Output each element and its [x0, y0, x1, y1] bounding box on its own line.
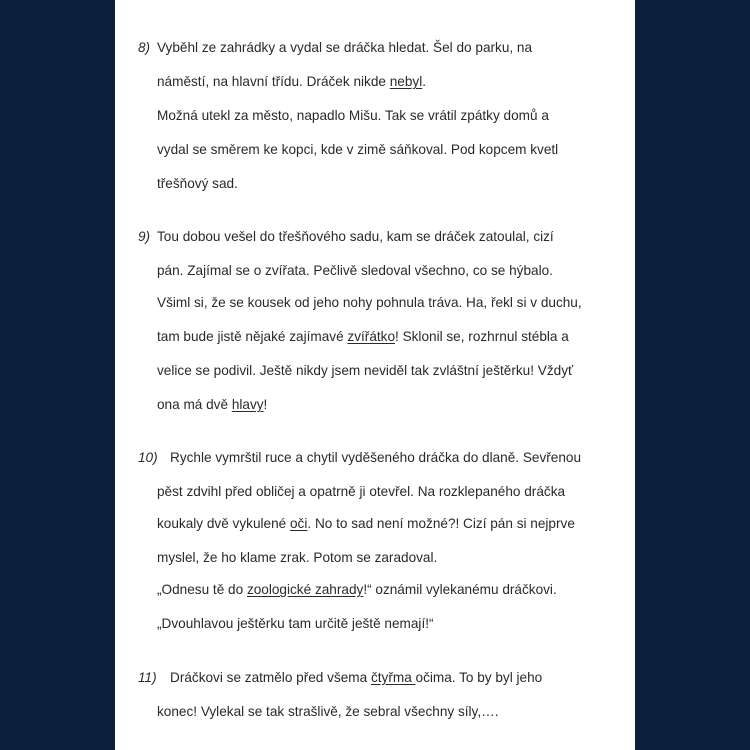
text-line: Všiml si, že se kousek od jeho nohy pohnula tráva. Ha, řekl si v duchu, — [157, 295, 582, 310]
underlined-word: zvířátko — [347, 329, 396, 344]
text-line: Tou dobou vešel do třešňového sadu, kam se dráček zatoulal, cizí — [157, 229, 554, 244]
text-line: Možná utekl za město, napadlo Mišu. Tak se vrátil zpátky domů a — [157, 108, 549, 123]
section-number: 10) — [138, 450, 158, 465]
underlined-word: čtyřma — [370, 670, 416, 685]
text-line: „Odnesu tě do zoologické zahrady!“ oznámil vylekanému dráčkovi. — [157, 582, 557, 597]
text-line: ona má dvě hlavy! — [157, 397, 268, 412]
underlined-word: nebyl — [389, 74, 423, 89]
text-line: velice se podivil. Ještě nikdy jsem neviděl tak zvláštní ještěrku! Vždyť — [157, 363, 574, 378]
text-line: vydal se směrem ke kopci, kde v zimě sáňkoval. Pod kopcem kvetl — [157, 142, 559, 157]
text-line: Rychle vymrštil ruce a chytil vyděšeného dráčka do dlaně. Sevřenou — [170, 450, 582, 465]
underlined-word: oči — [290, 516, 308, 531]
section-number: 11) — [138, 670, 157, 685]
text-line: pán. Zajímal se o zvířata. Pečlivě sledoval všechno, co se hýbalo. — [157, 263, 553, 278]
text-line: „Dvouhlavou ještěrku tam určitě ještě nemají!“ — [157, 616, 434, 631]
text-line: náměstí, na hlavní třídu. Dráček nikde nebyl. — [157, 74, 427, 89]
text-line: konec! Vylekal se tak strašlivě, že sebral všechny síly,…. — [157, 704, 499, 719]
text-line: třešňový sad. — [157, 176, 238, 191]
text-line: Dráčkovi se zatmělo před všema čtyřma očima. To by byl jeho — [170, 670, 543, 685]
section-number: 8) — [138, 40, 151, 55]
text-line: Vyběhl ze zahrádky a vydal se dráčka hledat. Šel do parku, na — [157, 40, 533, 55]
text-line: tam bude jistě nějaké zajímavé zvířátko! Sklonil se, rozhrnul stébla a — [157, 329, 569, 344]
underlined-word: zoologické zahrady — [246, 582, 364, 597]
text-line: myslel, že ho klame zrak. Potom se zaradoval. — [157, 550, 438, 565]
section-number: 9) — [138, 229, 151, 244]
text-line: koukaly dvě vykulené oči. No to sad není možné?! Cizí pán si nejprve — [157, 516, 575, 531]
document-page — [115, 0, 635, 750]
underlined-word: hlavy — [231, 397, 264, 412]
text-line: pěst zdvihl před obličej a opatrně ji otevřel. Na rozklepaného dráčka — [157, 484, 566, 499]
